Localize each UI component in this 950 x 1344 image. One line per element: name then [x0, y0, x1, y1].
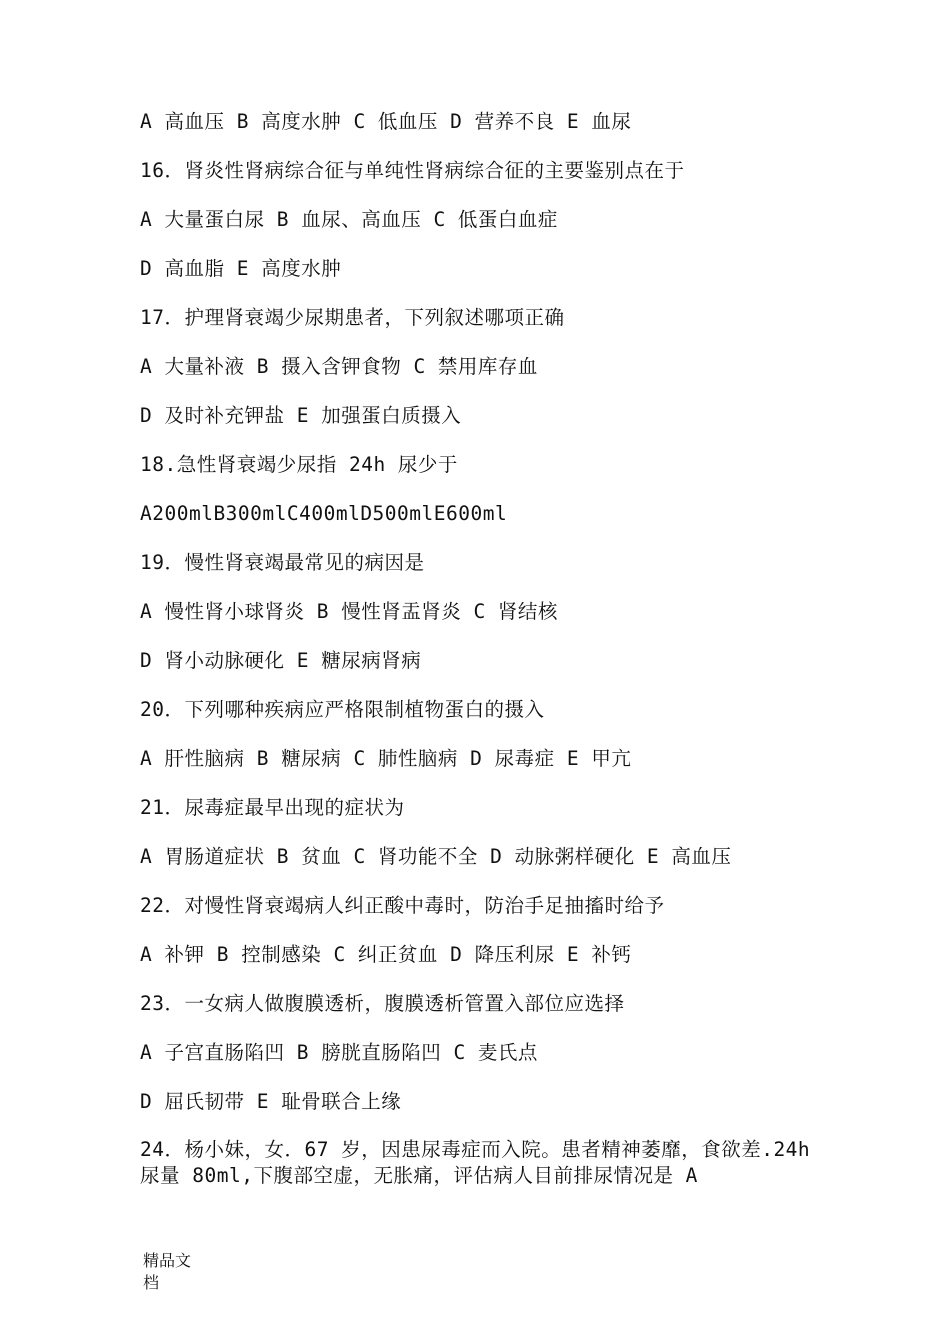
question-17: 17．护理肾衰竭少尿期患者，下列叙述哪项正确	[140, 306, 565, 329]
text-line: A 大量蛋白尿 B 血尿、高血压 C 低蛋白血症	[140, 208, 558, 231]
question-16: 16．肾炎性肾病综合征与单纯性肾病综合征的主要鉴别点在于	[140, 159, 685, 182]
text-line: D 肾小动脉硬化 E 糖尿病肾病	[140, 649, 422, 672]
text-line: D 屈氏韧带 E 耻骨联合上缘	[140, 1090, 402, 1113]
text-line: A 胃肠道症状 B 贫血 C 肾功能不全 D 动脉粥样硬化 E 高血压	[140, 845, 732, 868]
text-line: A 慢性肾小球肾炎 B 慢性肾盂肾炎 C 肾结核	[140, 600, 558, 623]
text-line: A 肝性脑病 B 糖尿病 C 肺性脑病 D 尿毒症 E 甲亢	[140, 747, 632, 770]
text-line: D 高血脂 E 高度水肿	[140, 257, 342, 280]
text-line: A 补钾 B 控制感染 C 纠正贫血 D 降压利尿 E 补钙	[140, 943, 632, 966]
question-24: 24．杨小妹，女．67 岁，因患尿毒症而入院。患者精神萎靡，食欲差.24h 尿量 80ml,下腹部空虚，无胀痛，评估病人目前排尿情况是 A	[140, 1138, 811, 1187]
text-line: A 大量补液 B 摄入含钾食物 C 禁用库存血	[140, 355, 538, 378]
question-18: 18.急性肾衰竭少尿指 24h 尿少于	[140, 453, 458, 476]
question-21: 21．尿毒症最早出现的症状为	[140, 796, 405, 819]
text-line: D 及时补充钾盐 E 加强蛋白质摄入	[140, 404, 462, 427]
text-line: A200mlB300mlC400mlD500mlE600ml	[140, 502, 508, 525]
question-23: 23．一女病人做腹膜透析，腹膜透析管置入部位应选择	[140, 992, 625, 1015]
text-line: A 高血压 B 高度水肿 C 低血压 D 营养不良 E 血尿	[140, 110, 632, 133]
question-20: 20．下列哪种疾病应严格限制植物蛋白的摄入	[140, 698, 545, 721]
question-19: 19．慢性肾衰竭最常见的病因是	[140, 551, 425, 574]
footer-label: 精品文档	[143, 1251, 192, 1292]
question-22: 22．对慢性肾衰竭病人纠正酸中毒时，防治手足抽搐时给予	[140, 894, 665, 917]
text-line: A 子宫直肠陷凹 B 膀胱直肠陷凹 C 麦氏点	[140, 1041, 538, 1064]
